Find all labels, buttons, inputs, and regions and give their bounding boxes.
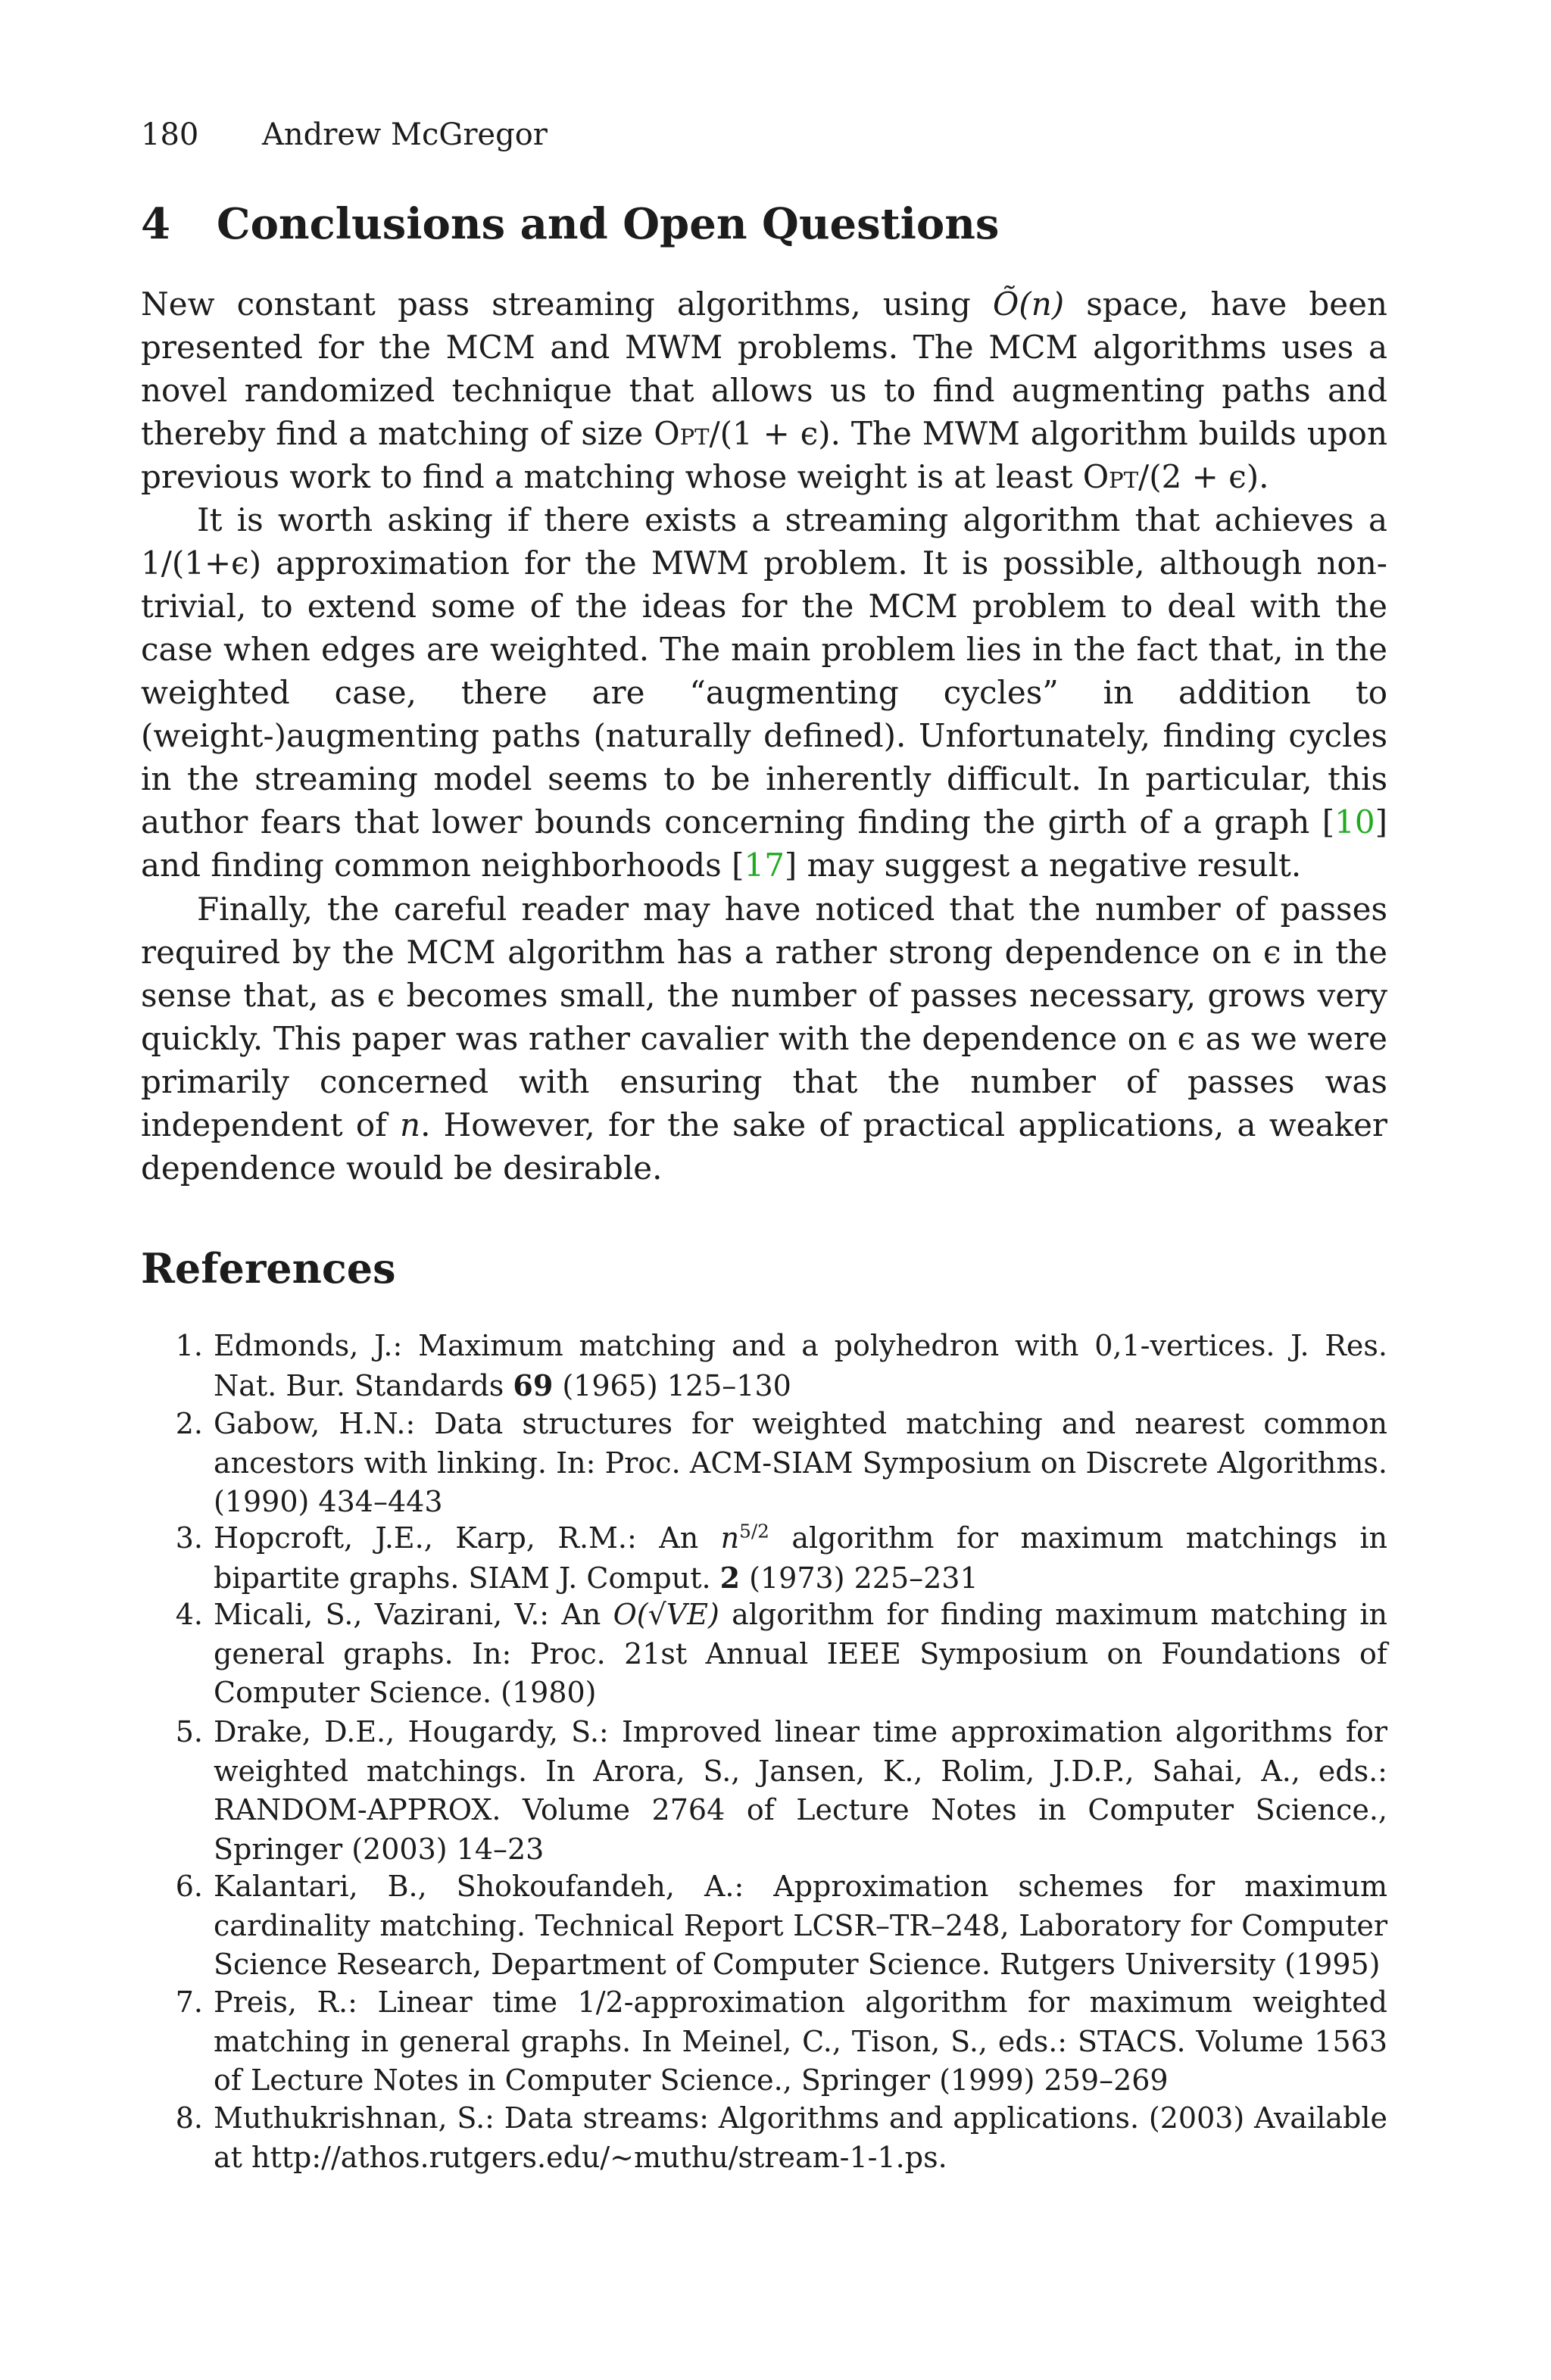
opt-symbol: Opt bbox=[1082, 458, 1139, 495]
paragraph-2-text: It is worth asking if there exists a streaming algorithm that achieves a 1/(1+ϵ) approximation for the MWM problem. It is possible, although non-trivial, to extend some of the ideas for the MCM problem to deal with the case when edges are weighted. The main problem lies in the fact that, in the weighted case, there are “augmenting cycles” in addition to (weight-)augmenting paths (naturally defined). Unfortunately, finding cycles in the streaming model seems to be inherently difficult. In particular, this author fears that lower bounds concerning finding the girth of a graph [ bbox=[141, 501, 1387, 841]
paragraph-1-text: New constant pass streaming algorithms, using bbox=[141, 285, 993, 323]
paragraph-3 bbox=[141, 887, 1387, 1190]
math-ratio-2: /(2 + ϵ) bbox=[1138, 458, 1259, 495]
reference-number: 1. bbox=[175, 1329, 203, 1362]
reference-text: Edmonds, J.: Maximum matching and a polyhedron with 0,1-vertices. J. Res. Nat. Bur. Standards 69 (1965) 125–130 bbox=[214, 1329, 1387, 1402]
reference-item bbox=[141, 1867, 1387, 1985]
running-head-author: Andrew McGregor bbox=[262, 117, 548, 152]
reference-text: Gabow, H.N.: Data structures for weighted matching and nearest common ancestors with linking. In: Proc. ACM-SIAM Symposium on Discrete Algorithms. (1990) 434–443 bbox=[214, 1407, 1387, 1518]
reference-item bbox=[141, 1713, 1387, 1869]
math-o-sqrt-ve: O(√VE) bbox=[613, 1598, 719, 1631]
reference-item bbox=[141, 1983, 1387, 2101]
paragraph-1-text: . bbox=[1259, 458, 1269, 495]
paragraph-2 bbox=[141, 498, 1387, 887]
reference-text: Preis, R.: Linear time 1/2-approximation algorithm for maximum weighted matching in general graphs. In Meinel, C., Tison, S., eds.: STACS. Volume 1563 of Lecture Notes in Computer Science., Springer (1999) 259–269 bbox=[214, 1985, 1387, 2097]
reference-number: 7. bbox=[175, 1985, 203, 2019]
reference-item bbox=[141, 1405, 1387, 1522]
math-ratio-1: /(1 + ϵ) bbox=[709, 415, 831, 452]
citation-link[interactable]: 10 bbox=[1334, 803, 1375, 841]
paragraph-1-text: space, have been presented for the MCM and MWM problems. The MCM algorithms uses a novel randomized technique that allows us to find augmenting paths and thereby find a matching of size bbox=[141, 285, 1387, 452]
section-title: Conclusions and Open Questions bbox=[217, 199, 1000, 249]
reference-number: 8. bbox=[175, 2101, 203, 2135]
paragraph-1-text: . The MWM algorithm builds upon previous work to find a matching whose weight is at least bbox=[141, 415, 1387, 495]
reference-number: 2. bbox=[175, 1407, 203, 1440]
math-n: n bbox=[400, 1106, 421, 1143]
reference-number: 6. bbox=[175, 1870, 203, 1903]
reference-number: 4. bbox=[175, 1598, 203, 1631]
section-number: 4 bbox=[141, 199, 170, 249]
paragraph-3-text: Finally, the careful reader may have noticed that the number of passes required by the MCM algorithm has a rather strong dependence on ϵ in the sense that, as ϵ becomes small, the number of passes necessary, grows very quickly. This paper was rather cavalier with the dependence on ϵ as we were primarily concerned with ensuring that the number of passes was independent of bbox=[141, 891, 1387, 1143]
citation-link[interactable]: 17 bbox=[744, 847, 785, 884]
reference-text: Kalantari, B., Shokoufandeh, A.: Approximation schemes for maximum cardinality matching. Technical Report LCSR–TR–248, Laboratory for Computer Science Research, Department of Computer Science. Rutgers University (1995) bbox=[214, 1870, 1387, 1981]
reference-item bbox=[141, 1327, 1387, 1405]
running-head bbox=[141, 114, 548, 156]
reference-item bbox=[141, 2099, 1387, 2177]
math-o-tilde-n: Õ(n) bbox=[992, 285, 1065, 323]
reference-text: Muthukrishnan, S.: Data streams: Algorithms and applications. (2003) Available at http://athos.rutgers.edu/∼muthu/stream-1-1.ps. bbox=[214, 2101, 1387, 2174]
reference-text: Hopcroft, J.E., Karp, R.M.: An $n^{5/2}$ algorithm for maximum matchings in bipartite graphs. SIAM J. Comput. 2 (1973) 225–231 bbox=[214, 1520, 1387, 1595]
section-heading bbox=[141, 195, 999, 253]
opt-symbol: Opt bbox=[654, 415, 710, 452]
reference-number: 5. bbox=[175, 1715, 203, 1748]
paragraph-2-text: ] may suggest a negative result. bbox=[784, 847, 1302, 884]
references-heading: References bbox=[141, 1244, 396, 1293]
reference-item bbox=[141, 1596, 1387, 1713]
page-number: 180 bbox=[141, 117, 199, 152]
paragraph-3-text: . However, for the sake of practical applications, a weaker dependence would be desirable. bbox=[141, 1106, 1387, 1187]
reference-number: 3. bbox=[175, 1521, 203, 1555]
reference-item bbox=[141, 1519, 1387, 1598]
paragraph-2-text: ] and finding common neighborhoods [ bbox=[141, 803, 1387, 884]
paragraph-1 bbox=[141, 282, 1387, 498]
reference-text: Drake, D.E., Hougardy, S.: Improved linear time approximation algorithms for weighted matchings. In Arora, S., Jansen, K., Rolim, J.D.P., Sahai, A., eds.: RANDOM-APPROX. Volume 2764 of Lecture Notes in Computer Science., Springer (2003) 14–23 bbox=[214, 1715, 1387, 1866]
reference-text: Micali, S., Vazirani, V.: An O(√VE) algorithm for finding maximum matching in general graphs. In: Proc. 21st Annual IEEE Symposium on Foundations of Computer Science. (1980) bbox=[214, 1598, 1387, 1709]
